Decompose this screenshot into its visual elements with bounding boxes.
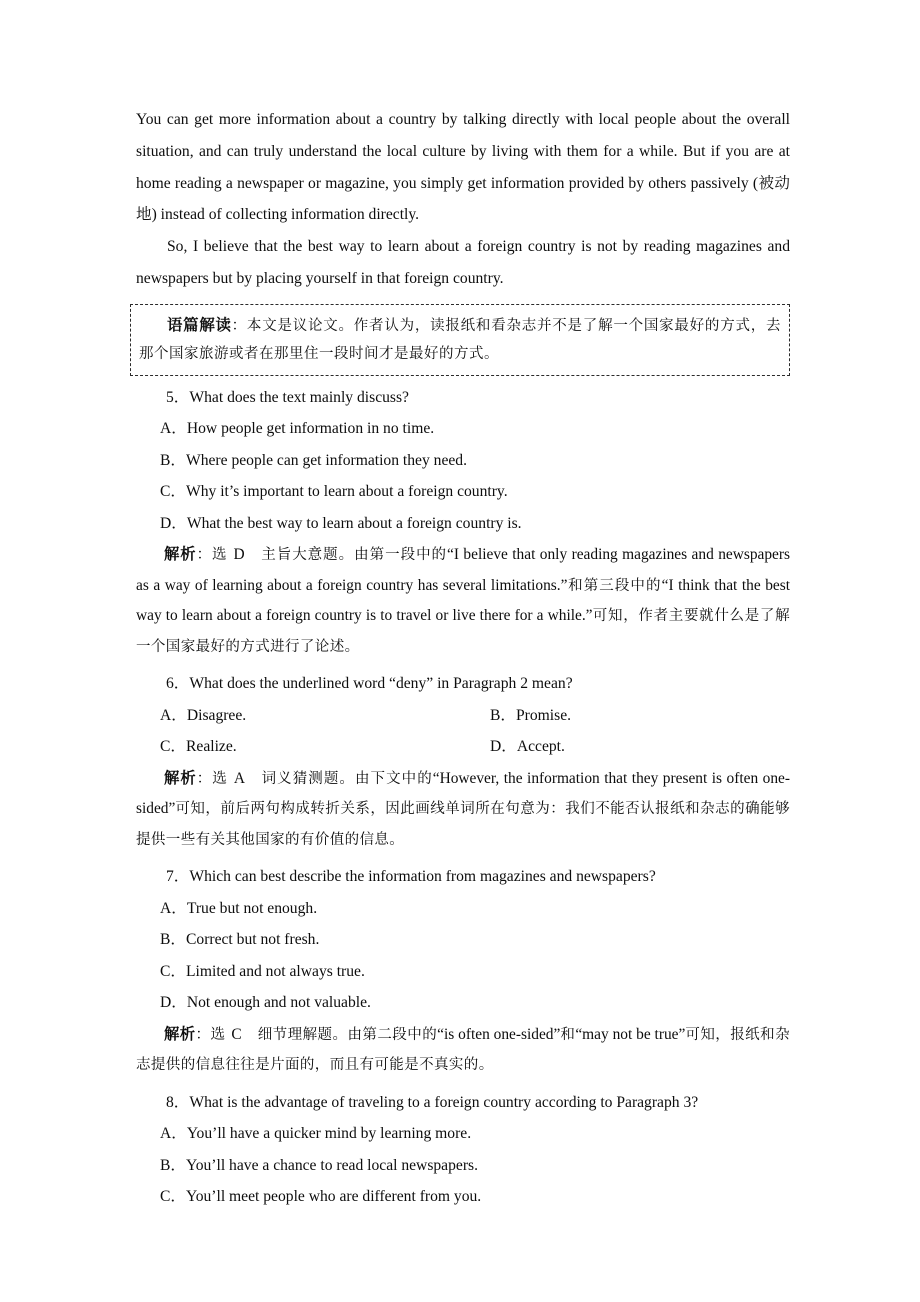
option-letter: B． [160, 931, 186, 949]
question-6-option-a[interactable] [160, 700, 490, 732]
question-5-option-c[interactable] [136, 476, 790, 508]
option-letter: C． [160, 738, 186, 756]
question-8-option-b[interactable] [136, 1150, 790, 1182]
option-text: How people get information in no time. [186, 420, 435, 438]
explanation-quote-1: “However, the information that they present is often one-sided” [136, 769, 790, 818]
option-letter: D． [160, 994, 187, 1012]
question-7-option-d[interactable] [136, 987, 790, 1019]
option-text: You’ll meet people who are different from you. [186, 1188, 482, 1206]
question-5-text: What does the text mainly discuss? [189, 388, 409, 406]
question-5-option-a[interactable] [136, 413, 790, 445]
question-8-number: 8． [166, 1093, 190, 1111]
question-5 [136, 382, 790, 663]
question-6 [136, 668, 790, 855]
explanation-type: 词义猜测题。 [260, 770, 355, 787]
option-letter: A． [160, 706, 187, 724]
explanation-body-2: 和第三段中的 [567, 577, 662, 594]
explanation-body-3: 可知，报纸和杂志提供的信息往往是片面的，而且有可能是不真实的。 [136, 1026, 790, 1074]
passage-analysis-text [139, 311, 781, 368]
option-text: Realize. [186, 738, 237, 756]
explanation-body-2: 和 [560, 1026, 576, 1043]
passage-paragraph-1: You can get more information about a country by talking directly with local people about the overall situation, and can truly understand the local culture by living with them for a while. But if you are at home reading a newspaper or magazine, you simply get information provided by others passively (被动地) instead of collecting information directly. [136, 111, 790, 224]
question-7-number: 7． [166, 868, 190, 886]
explanation-answer: D [233, 546, 245, 564]
passage-section [136, 104, 790, 295]
question-6-stem [136, 668, 790, 700]
explanation-body-1: 由第一段中的 [354, 547, 448, 564]
question-5-number: 5． [166, 388, 190, 406]
option-letter: C． [160, 1188, 186, 1206]
question-7-option-a[interactable] [136, 893, 790, 925]
question-6-option-row-2 [136, 731, 790, 763]
explanation-quote-2: “I think that the best way to learn about a foreign country is to travel or live there for a while.” [136, 576, 790, 625]
question-6-explanation [136, 763, 790, 856]
explanation-answer-prefix: 选 [212, 770, 228, 787]
question-6-option-d[interactable] [490, 731, 565, 763]
explanation-type: 主旨大意题。 [260, 547, 355, 564]
question-6-options [136, 700, 790, 763]
option-letter: A． [160, 1125, 187, 1143]
explanation-answer-prefix: 选 [212, 547, 228, 564]
question-8-stem [136, 1087, 790, 1119]
option-letter: B． [490, 706, 516, 724]
question-7-options [136, 893, 790, 1019]
option-text: Where people can get information they need. [186, 451, 467, 469]
question-6-text: What does the underlined word “deny” in Paragraph 2 mean? [189, 675, 573, 693]
question-5-options [136, 413, 790, 539]
explanation-body-1: 由下文中的 [354, 770, 433, 787]
option-letter: B． [160, 451, 186, 469]
passage-analysis-body: 本文是议论文。作者认为，读报纸和看杂志并不是了解一个国家最好的方式，去那个国家旅游或者在那里住一段时间才是最好的方式。 [139, 317, 782, 362]
question-7-option-b[interactable] [136, 924, 790, 956]
explanation-separator: ： [195, 1026, 211, 1043]
explanation-body-1: 由第二段中的 [347, 1026, 438, 1043]
explanation-answer: C [231, 1025, 242, 1043]
option-letter: C． [160, 962, 186, 980]
option-text: Disagree. [186, 706, 247, 724]
explanation-label: 解析 [164, 545, 197, 564]
question-5-explanation [136, 539, 790, 662]
explanation-label: 解析 [164, 768, 197, 787]
question-5-option-d[interactable] [136, 508, 790, 540]
explanation-body-2: 可知，前后两句构成转折关系，因此画线单词所在句意为：我们不能否认报纸和杂志的确能够提供一些有关其他国家的有价值的信息。 [136, 801, 790, 848]
option-text: Limited and not always true. [186, 962, 365, 980]
option-text: Why it’s important to learn about a foreign country. [186, 483, 508, 501]
question-6-option-b[interactable] [490, 700, 571, 732]
passage-analysis-separator: ： [231, 317, 247, 334]
explanation-separator: ： [196, 770, 213, 787]
explanation-quote-1: “I believe that only reading magazines and newspapers as a way of learning about a foreign country has several limitations.” [136, 546, 790, 594]
explanation-body-3: 可知，作者主要就什么是了解一个国家最好的方式进行了论述。 [136, 608, 790, 655]
explanation-answer: A [233, 769, 245, 787]
explanation-quote-2: “may not be true” [575, 1025, 686, 1043]
question-8-text: What is the advantage of traveling to a foreign country according to Paragraph 3? [189, 1093, 699, 1111]
explanation-quote-1: “is often one-sided” [437, 1025, 561, 1043]
option-text: Accept. [516, 738, 565, 756]
option-letter: A． [160, 420, 187, 438]
option-text: Correct but not fresh. [186, 931, 320, 949]
question-6-option-c[interactable] [160, 731, 490, 763]
option-letter: D． [160, 514, 187, 532]
question-8-option-a[interactable] [136, 1118, 790, 1150]
question-5-stem [136, 382, 790, 414]
option-text: Not enough and not valuable. [186, 994, 371, 1012]
passage-analysis-box [130, 304, 790, 376]
question-7-stem [136, 861, 790, 893]
question-7-explanation [136, 1019, 790, 1081]
option-letter: A． [160, 899, 187, 917]
question-6-number: 6． [166, 675, 190, 693]
option-text: What the best way to learn about a foreign country is. [186, 514, 522, 532]
option-text: You’ll have a quicker mind by learning more. [186, 1125, 472, 1143]
option-text: True but not enough. [186, 899, 318, 917]
explanation-separator: ： [196, 547, 213, 564]
question-8 [136, 1087, 790, 1213]
option-letter: D． [490, 738, 517, 756]
explanation-label: 解析 [164, 1024, 196, 1043]
question-7-option-c[interactable] [136, 956, 790, 988]
passage-paragraph-2: So, I believe that the best way to learn about a foreign country is not by reading magazines and newspapers but by placing yourself in that foreign country. [136, 238, 790, 287]
option-text: You’ll have a chance to read local newspapers. [186, 1156, 478, 1174]
question-5-option-b[interactable] [136, 445, 790, 477]
question-8-options [136, 1118, 790, 1213]
explanation-type: 细节理解题。 [257, 1026, 348, 1043]
explanation-answer-prefix: 选 [210, 1026, 226, 1043]
option-text: Promise. [516, 706, 572, 724]
question-7 [136, 861, 790, 1081]
question-7-text: Which can best describe the information from magazines and newspapers? [189, 868, 656, 886]
question-6-option-row-1 [136, 700, 790, 732]
passage-analysis-label: 语篇解读 [167, 315, 232, 334]
option-letter: C． [160, 483, 186, 501]
option-letter: B． [160, 1156, 186, 1174]
question-8-option-c[interactable] [136, 1181, 790, 1213]
